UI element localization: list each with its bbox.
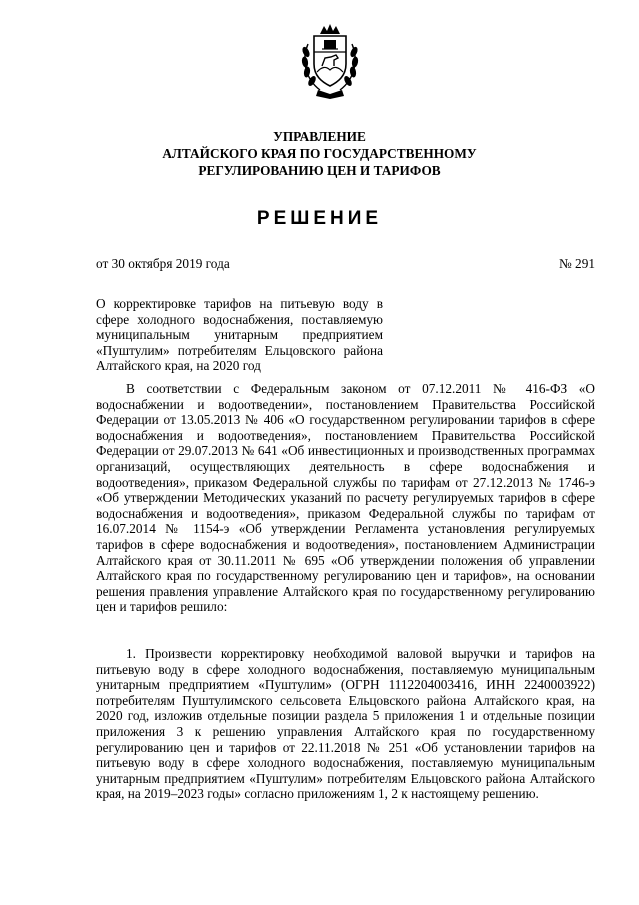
document-subject: О корректировке тарифов на питьевую воду в сфере холодного водоснабжения, поставляемую муниципальным унитарным предприятием «Пуштулим» потребителям Ельцовского района Алтайского края, на 2020 год xyxy=(96,296,383,373)
org-line-3: РЕГУЛИРОВАНИЮ ЦЕН И ТАРИФОВ xyxy=(198,163,441,178)
organization-name xyxy=(0,128,639,179)
body-paragraph-2 xyxy=(96,646,595,802)
document-number: № 291 xyxy=(559,256,595,271)
coat-of-arms-icon xyxy=(298,22,362,100)
document-date: от 30 октября 2019 года xyxy=(96,256,230,271)
paragraph-text: В соответствии с Федеральным законом от 07.12.2011 № 416-ФЗ «О водоснабжении и водоотведении», постановлением Правительства Российской Федерации от 13.05.2013 № 406 «О государственном регулировании тарифов в сфере водоснабжения и водоотведения», постановлением Правительства Российской Федерации от 29.07.2013 № 641 «Об инвестиционных и производственных программах организаций, осуществляющих деятельность в сфере водоснабжения и водоотведения», приказом Федеральной службы по тарифам от 27.12.2013 № 1746-э «Об утверждении Методических указаний по расчету регулируемых тарифов в сфере водоснабжения и водоотведения», приказом Федеральной службы по тарифам от 16.07.2014 № 1154-э «Об утверждении Регламента установления регулируемых тарифов в сфере водоснабжения и водоотведения», постановлением Администрации Алтайского края от 30.11.2011 № 695 «Об утверждении положения об управлении Алтайского края по государственному регулированию цен и тарифов», на основании решения правления управление Алтайского края по государственному регулированию цен и тарифов решило: xyxy=(96,381,595,615)
body-paragraph-1 xyxy=(96,381,595,615)
document-title: РЕШЕНИЕ xyxy=(256,208,383,229)
org-line-1: УПРАВЛЕНИЕ xyxy=(273,129,366,144)
org-line-2: АЛТАЙСКОГО КРАЯ ПО ГОСУДАРСТВЕННОМУ xyxy=(162,146,477,161)
paragraph-text: 1. Произвести корректировку необходимой валовой выручки и тарифов на питьевую воду в сфере холодного водоснабжения, поставляемую муниципальным унитарным предприятием «Пуштулим» (ОГРН 1112204003416, ИНН 2240003922) потребителям Пуштулимского сельсовета Ельцовского района Алтайского края, на 2020 год, изложив отдельные позиции раздела 5 приложения 1 и отдельные позиции приложения 3 к решению управления Алтайского края по государственному регулированию цен и тарифов от 22.11.2018 № 251 «Об установлении тарифов на питьевую воду в сфере холодного водоснабжения, поставляемую муниципальным унитарным предприятием «Пуштулим» потребителям Ельцовского района Алтайского края, на 2019–2023 годы» согласно приложениям 1, 2 к настоящему решению. xyxy=(96,646,595,802)
